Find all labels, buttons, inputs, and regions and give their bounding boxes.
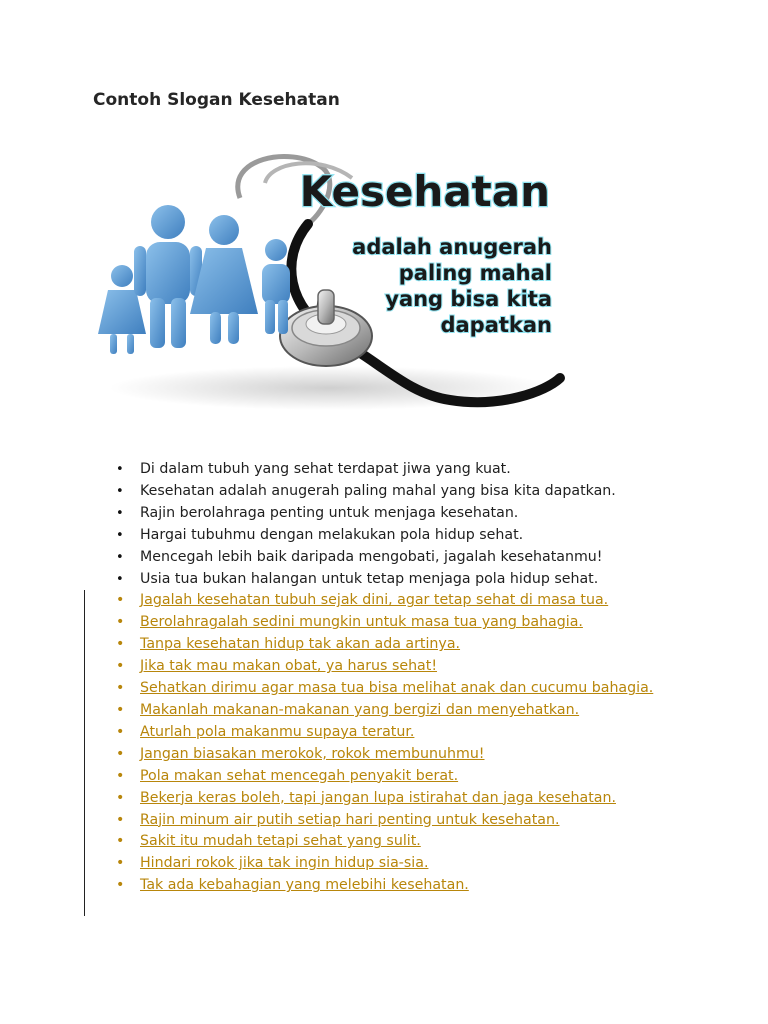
slogan-link[interactable] (116, 680, 653, 696)
list-item (116, 525, 676, 547)
page-title: Contoh Slogan Kesehatan (93, 90, 340, 110)
slogan-link-text: Pola makan sehat mencegah penyakit berat. (140, 767, 459, 784)
family-icon (98, 205, 290, 354)
slogan-text: Hargai tubuhmu dengan melakukan pola hidup sehat. (140, 526, 524, 543)
list-item (116, 788, 676, 810)
slogan-text: Kesehatan adalah anugerah paling mahal yang bisa kita dapatkan. (140, 482, 616, 499)
slogan-link-text: Tak ada kebahagian yang melebihi kesehatan. (140, 877, 469, 894)
list-item (116, 459, 676, 481)
figure-line-3: yang bisa kita (385, 287, 552, 311)
list-item (116, 700, 676, 722)
slogan-link[interactable] (116, 614, 583, 630)
list-item (116, 831, 676, 853)
list-item (116, 766, 676, 788)
list-item (116, 503, 676, 525)
slogan-link-text: Berolahragalah sedini mungkin untuk masa tua yang bahagia. (140, 614, 583, 631)
bullet-icon: • (116, 745, 125, 762)
slogan-link[interactable] (116, 702, 579, 718)
slogan-link-text: Jangan biasakan merokok, rokok membunuhmu! (140, 745, 485, 762)
list-item (116, 656, 676, 678)
slogan-link[interactable] (116, 877, 469, 893)
bullet-icon: • (116, 680, 125, 697)
list-item (116, 569, 676, 591)
slogan-link[interactable] (116, 746, 485, 762)
slogan-link-text: Bekerja keras boleh, tapi jangan lupa istirahat dan jaga kesehatan. (140, 789, 616, 806)
bullet-icon: • (116, 614, 125, 631)
list-item (116, 481, 676, 503)
list-item (116, 853, 676, 875)
slogan-text: Mencegah lebih baik daripada mengobati, jagalah kesehatanmu! (140, 548, 603, 565)
figure-line-2: paling mahal (398, 261, 552, 285)
slogan-link[interactable] (116, 790, 616, 806)
slogan-list (116, 459, 676, 897)
figure-line-1: adalah anugerah (352, 235, 552, 259)
slogan-link[interactable] (116, 768, 458, 784)
list-item (116, 547, 676, 569)
list-item (116, 722, 676, 744)
slogan-link[interactable] (116, 658, 437, 674)
bullet-icon: • (116, 811, 125, 828)
slogan-link[interactable] (116, 812, 560, 828)
list-item (116, 810, 676, 832)
bullet-icon: • (116, 636, 125, 653)
slogan-text: Usia tua bukan halangan untuk tetap menjaga pola hidup sehat. (140, 570, 599, 587)
slogan-link[interactable] (116, 592, 608, 608)
slogan-link-text: Rajin minum air putih setiap hari penting untuk kesehatan. (140, 811, 560, 828)
list-item (116, 634, 676, 656)
list-item (116, 612, 676, 634)
slogan-link[interactable] (116, 833, 421, 849)
slogan-text: Rajin berolahraga penting untuk menjaga kesehatan. (140, 504, 519, 521)
stethoscope-family-image (90, 148, 570, 424)
list-item (116, 744, 676, 766)
slogan-link-text: Sakit itu mudah tetapi sehat yang sulit. (140, 833, 421, 850)
bullet-icon: • (116, 723, 125, 740)
slogan-link-text: Aturlah pola makanmu supaya teratur. (140, 723, 415, 740)
bullet-icon: • (116, 833, 125, 850)
revision-bar (84, 590, 85, 916)
bullet-icon: • (116, 789, 125, 806)
slogan-link-text: Makanlah makanan-makanan yang bergizi dan menyehatkan. (140, 701, 580, 718)
list-item (116, 875, 676, 897)
bullet-icon: • (116, 658, 125, 675)
slogan-link-text: Sehatkan dirimu agar masa tua bisa melihat anak dan cucumu bahagia. (140, 680, 654, 697)
slogan-link-text: Tanpa kesehatan hidup tak akan ada artinya. (140, 636, 461, 653)
bullet-icon: • (116, 701, 125, 718)
bullet-icon: • (116, 592, 125, 609)
slogan-link[interactable] (116, 724, 414, 740)
figure-line-4: dapatkan (440, 313, 552, 337)
health-illustration (90, 148, 570, 424)
slogan-link[interactable] (116, 636, 460, 652)
figure-headline: Kesehatan (299, 167, 550, 216)
bullet-icon: • (116, 767, 125, 784)
slogan-link-text: Hindari rokok jika tak ingin hidup sia-sia. (140, 855, 429, 872)
slogan-link-text: Jagalah kesehatan tubuh sejak dini, agar tetap sehat di masa tua. (140, 592, 609, 609)
bullet-icon: • (116, 855, 125, 872)
list-item (116, 590, 676, 612)
slogan-link-text: Jika tak mau makan obat, ya harus sehat! (140, 658, 438, 675)
slogan-text: Di dalam tubuh yang sehat terdapat jiwa yang kuat. (140, 461, 511, 477)
list-item (116, 678, 676, 700)
slogan-link[interactable] (116, 855, 428, 871)
bullet-icon: • (116, 877, 125, 894)
